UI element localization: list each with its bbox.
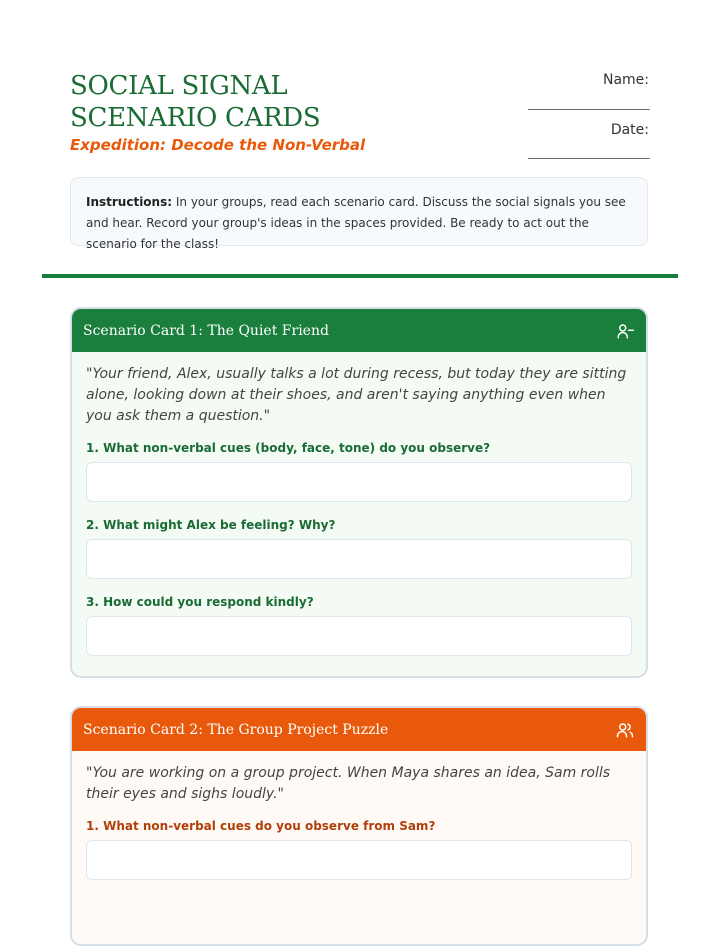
- question-3: 3. How could you respond kindly?: [86, 595, 314, 609]
- answer-box-1[interactable]: [86, 462, 632, 502]
- answer-box-1[interactable]: [86, 840, 632, 880]
- scenario-quote: "Your friend, Alex, usually talks a lot during recess, but today they are sitting alone, looking down at their shoes, and aren't saying anything even when you ask them a question.": [86, 366, 627, 424]
- question-2: 2. What might Alex be feeling? Why?: [86, 518, 336, 532]
- section-divider: [42, 274, 678, 278]
- date-label: Date:: [610, 122, 649, 138]
- name-line[interactable]: ______________________: [528, 96, 649, 110]
- answer-box-2[interactable]: [86, 539, 632, 579]
- question-1: 1. What non-verbal cues do you observe from Sam?: [86, 819, 436, 833]
- scenario-card-2: [70, 706, 648, 946]
- page-subtitle: Expedition: Decode the Non-Verbal: [70, 136, 366, 154]
- name-label: Name:: [602, 72, 649, 88]
- scenario-card-1: [70, 307, 648, 678]
- date-line[interactable]: ______________________: [528, 145, 649, 159]
- answer-box-3[interactable]: [86, 616, 632, 656]
- instructions-text: In your groups, read each scenario card. Discuss the social signals you see and hear. Record your group's ideas in the spaces provided. Be ready to act out the scenario for the class!: [86, 195, 626, 251]
- scenario-card-title: Scenario Card 2: The Group Project Puzzle: [83, 721, 389, 738]
- question-1: 1. What non-verbal cues (body, face, tone) do you observe?: [86, 441, 491, 455]
- page-title: SOCIAL SIGNAL SCENARIO CARDS: [70, 71, 321, 133]
- user-minus-icon: [616, 322, 634, 340]
- instructions-box: [70, 177, 648, 251]
- scenario-card-header: [72, 708, 646, 751]
- users-icon: [616, 721, 634, 739]
- instructions-label: Instructions:: [86, 195, 173, 209]
- scenario-card-header: [72, 309, 646, 352]
- scenario-quote: "You are working on a group project. When Maya shares an idea, Sam rolls their eyes and sighs loudly.": [86, 765, 611, 802]
- scenario-card-title: Scenario Card 1: The Quiet Friend: [83, 322, 329, 339]
